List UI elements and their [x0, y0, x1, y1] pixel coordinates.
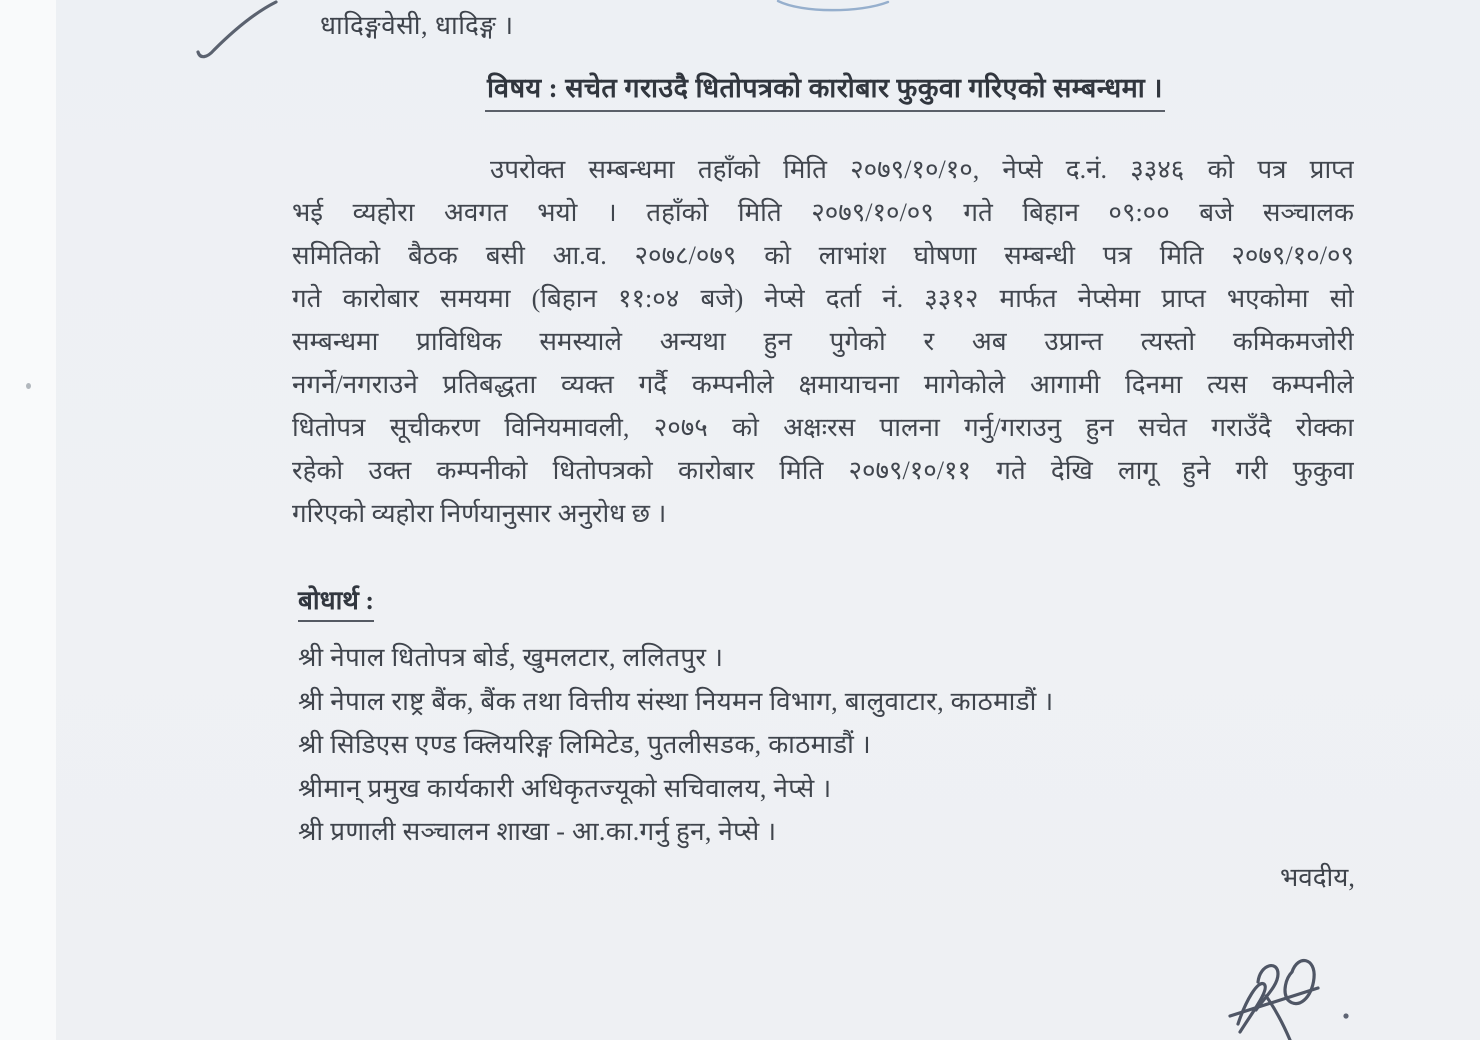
- cc-heading: बोधार्थ :: [298, 581, 374, 622]
- closing-salutation: भवदीय,: [1280, 863, 1355, 892]
- subject-row: [295, 68, 1355, 112]
- pen-tick-icon: [192, 0, 288, 64]
- cc-item: श्रीमान् प्रमुख कार्यकारी अधिकृतज्यूको सचिवालय, नेप्से ।: [298, 773, 832, 803]
- body-line: समितिको बैठक बसी आ.व. २०७८/०७९ को लाभांश घोषणा सम्बन्धी पत्र मिति २०७९/१०/०९: [292, 241, 1354, 270]
- cc-item: श्री सिडिएस एण्ड क्लियरिङ्ग लिमिटेड, पुतलीसडक, काठमाडौं ।: [298, 730, 872, 759]
- cc-item: श्री नेपाल राष्ट्र बैंक, बैंक तथा वित्तीय संस्था नियमन विभाग, बालुवाटार, काठमाडौं ।: [298, 686, 1054, 716]
- body-line: रहेको उक्त कम्पनीको धितोपत्रको कारोबार मिति २०७९/१०/११ गते देखि लागू हुने गरी फुकुवा: [292, 456, 1354, 485]
- letter-body: [292, 148, 1354, 535]
- cc-item: श्री प्रणाली सञ्चालन शाखा - आ.का.गर्नु हुन, नेप्से ।: [298, 817, 777, 846]
- sender-location-line: धादिङ्गवेसी, धादिङ्ग ।: [320, 11, 514, 40]
- body-line: गते कारोबार समयमा (बिहान ११:०४ बजे) नेप्से दर्ता नं. ३३१२ मार्फत नेप्सेमा प्राप्त भएकोमा सो: [292, 284, 1354, 313]
- body-line: भई व्यहोरा अवगत भयो । तहाँको मिति २०७९/१०/०९ गते बिहान ०९:०० बजे सञ्चालक: [292, 198, 1354, 227]
- cc-item: श्री नेपाल धितोपत्र बोर्ड, खुमलटार, ललितपुर ।: [298, 643, 724, 672]
- stamp-arc-icon: [772, 0, 894, 16]
- signature-icon: [1200, 952, 1376, 1040]
- body-line: उपरोक्त सम्बन्धमा तहाँको मिति २०७९/१०/१०, नेप्से द.नं. ३३४६ को पत्र प्राप्त: [490, 155, 1354, 184]
- body-line: नगर्ने/नगराउने प्रतिबद्धता व्यक्त गर्दै कम्पनीले क्षमायाचना मागेकोले आगामी दिनमा त्यस कम्पनीले: [292, 370, 1354, 399]
- body-line: गरिएको व्यहोरा निर्णयानुसार अनुरोध छ ।: [292, 499, 667, 528]
- subject-line: विषय : सचेत गराउदै धितोपत्रको कारोबार फुकुवा गरिएको सम्बन्धमा ।: [485, 68, 1165, 112]
- cc-section: [298, 581, 1054, 854]
- body-line: सम्बन्धमा प्राविधिक समस्याले अन्यथा हुन पुगेको र अब उप्रान्त त्यस्तो कमिकमजोरी: [292, 327, 1354, 356]
- scan-speck: [26, 383, 31, 389]
- scan-margin-strip: [0, 0, 56, 1040]
- body-line: धितोपत्र सूचीकरण विनियमावली, २०७५ को अक्षःरस पालना गर्नु/गराउनु हुन सचेत गराउँदै रोक्का: [292, 413, 1354, 442]
